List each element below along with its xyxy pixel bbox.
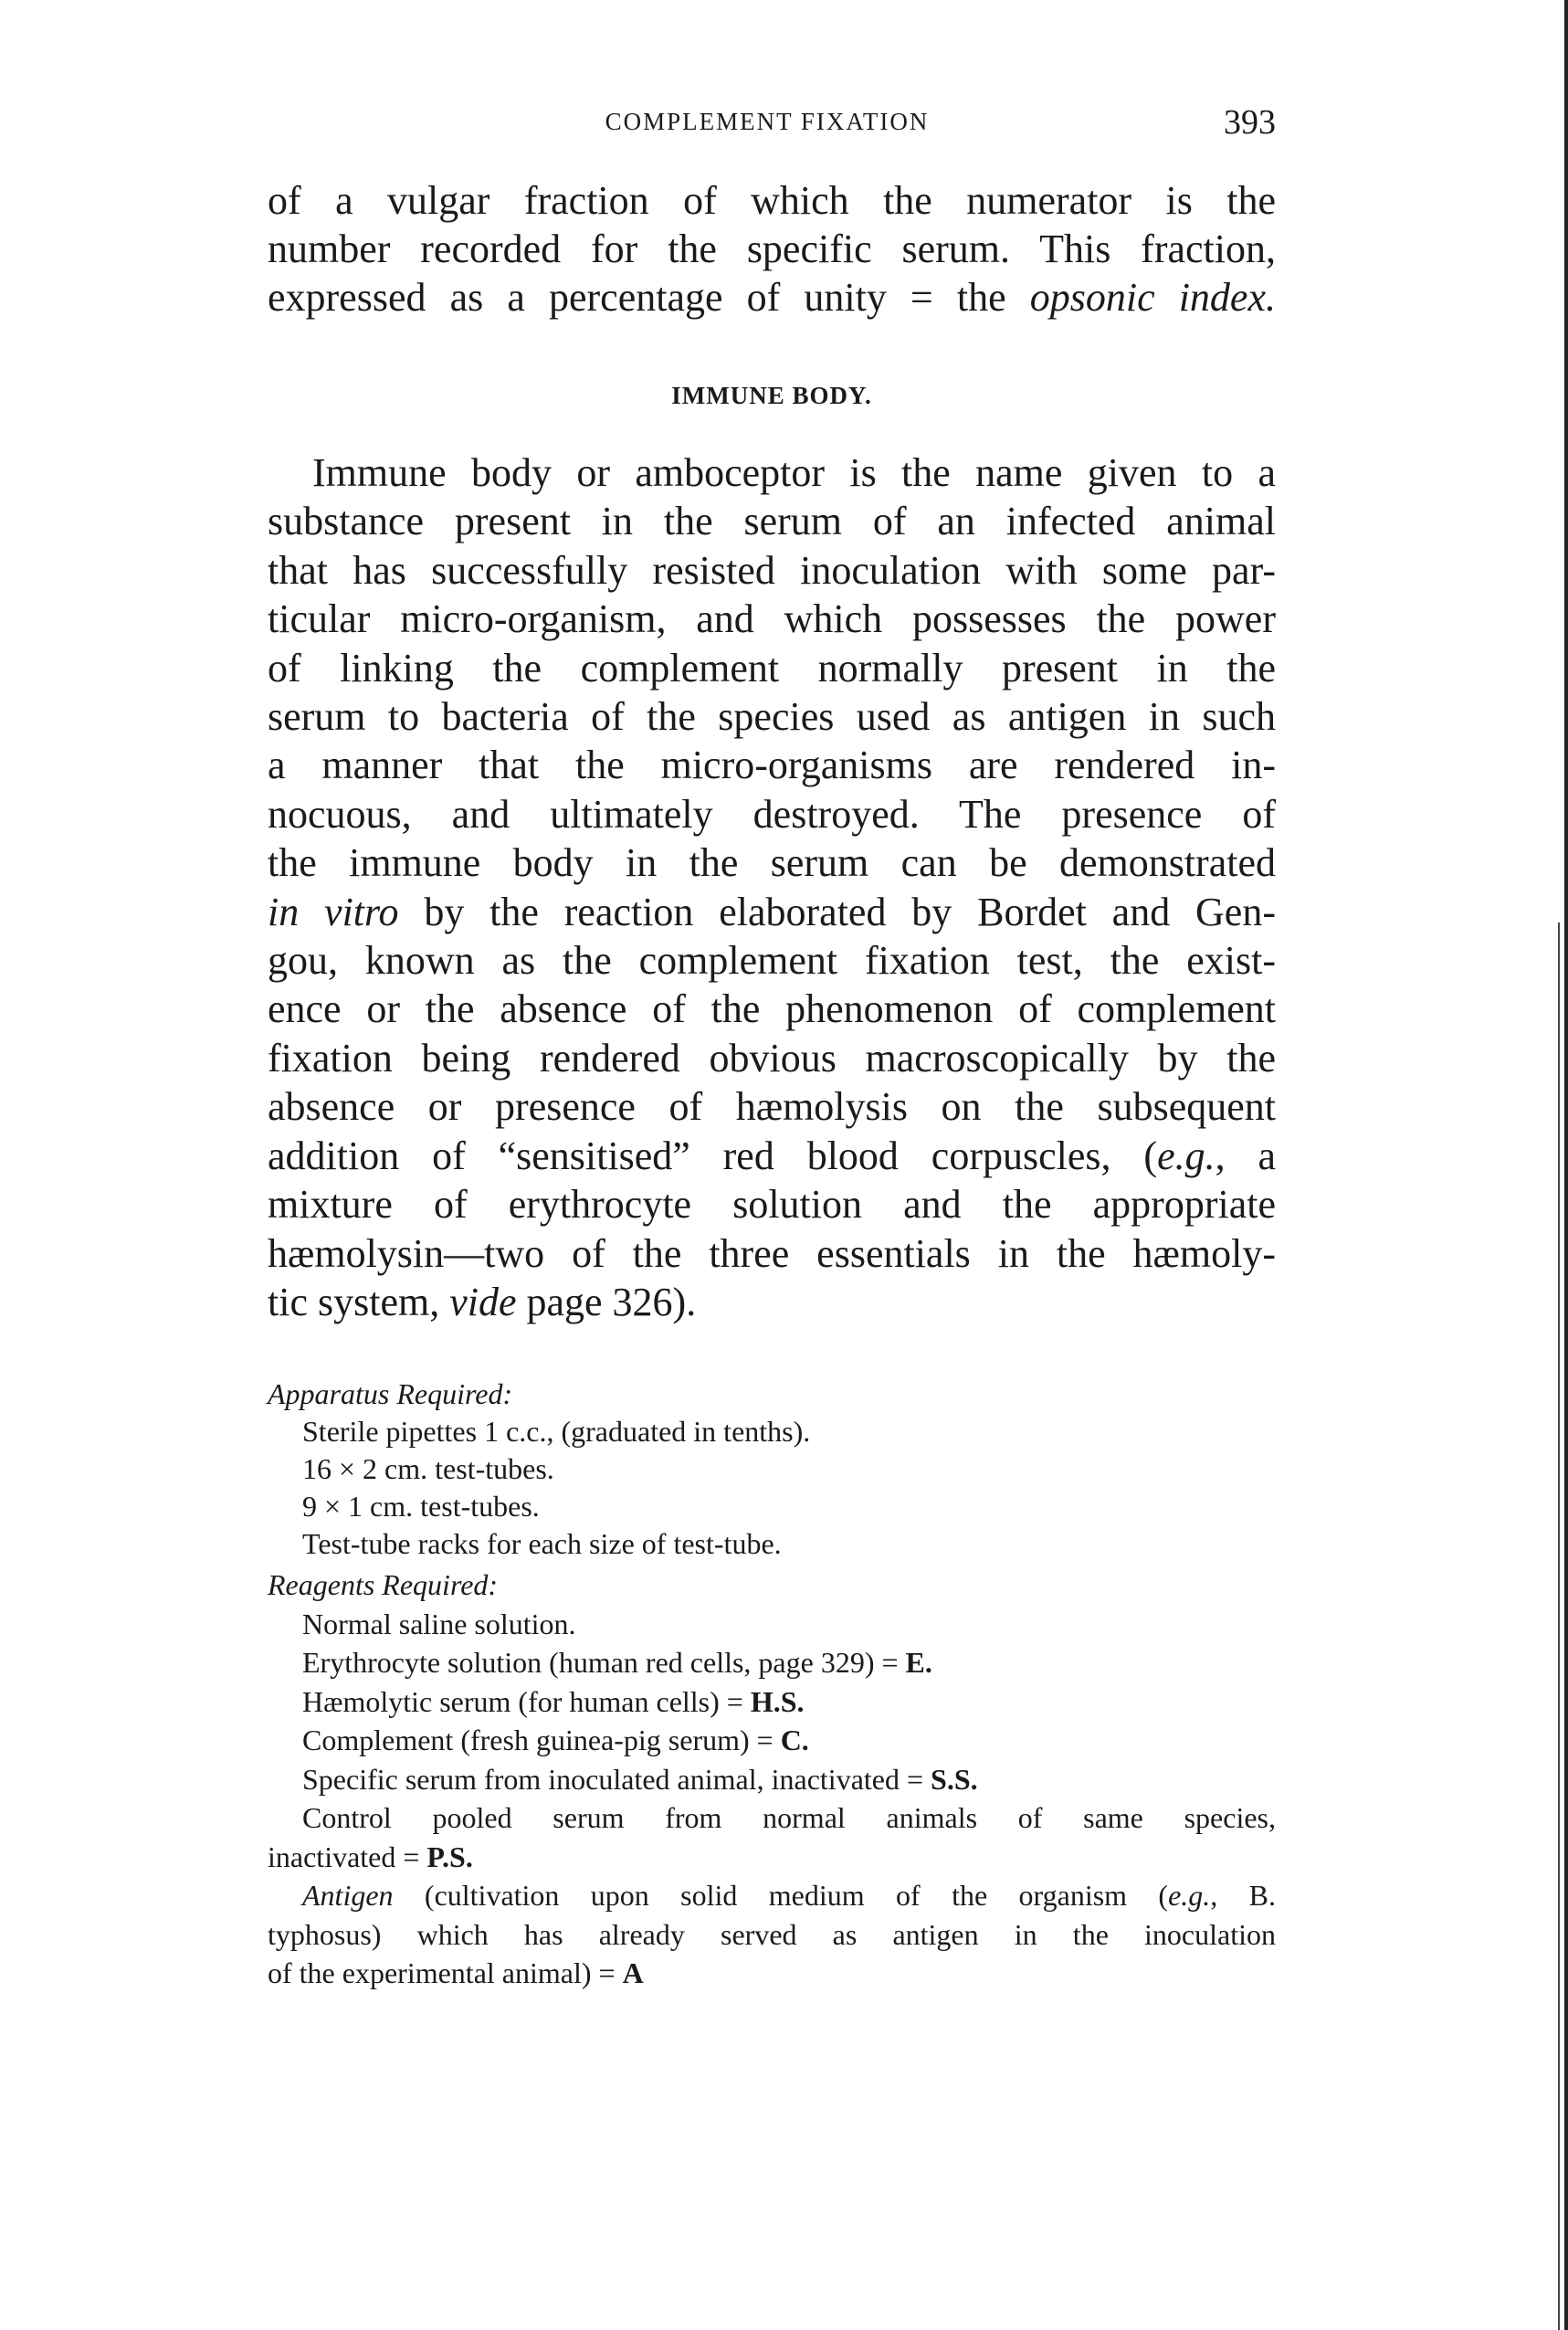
text-segment: serum to bacteria of the species used as antigen in such — [268, 694, 1276, 740]
text-segment: a manner that the micro-organisms are rendered in- — [268, 743, 1276, 788]
text-line — [268, 273, 1276, 322]
text-segment: ticular micro-organism, and which possesses the power — [268, 596, 1276, 642]
text-line — [268, 838, 1276, 887]
reagents-list — [268, 1566, 1276, 1993]
bold-text: P.S. — [426, 1840, 473, 1873]
text-segment: Test-tube racks for each size of test-tube. — [302, 1527, 782, 1560]
text-segment: page 326). — [516, 1279, 697, 1324]
apparatus-list — [268, 1376, 1276, 1563]
text-line — [268, 1180, 1276, 1228]
text-segment: expressed as a percentage of unity = the — [268, 275, 1030, 320]
text-line — [268, 692, 1276, 741]
text-segment: substance present in the serum of an infected animal — [268, 499, 1276, 544]
text-segment: hæmolysin—two of the three essentials in the hæmoly- — [268, 1230, 1276, 1276]
text-segment: Sterile pipettes 1 c.c., (graduated in tenths). — [302, 1415, 811, 1448]
text-segment: , a — [1215, 1133, 1277, 1178]
text-segment: number recorded for the specific serum. This fraction, — [268, 227, 1276, 271]
italic-text: Reagents Required: — [268, 1568, 499, 1601]
text-segment: Immune body or amboceptor is the name given to a — [312, 450, 1276, 495]
text-line — [268, 644, 1276, 692]
text-segment: (cultivation upon solid medium of the organism ( — [393, 1879, 1169, 1912]
text-line — [268, 1876, 1276, 1915]
bold-text: A — [622, 1956, 644, 1989]
italic-text: e.g. — [1168, 1879, 1211, 1912]
italic-text: Antigen — [302, 1879, 394, 1912]
text-line — [268, 1450, 1276, 1488]
bold-text: E. — [905, 1646, 932, 1679]
text-segment: that has successfully resisted inoculation with some par- — [268, 547, 1276, 593]
text-segment: tic system, — [268, 1279, 450, 1324]
text-line — [268, 790, 1276, 838]
text-segment: Complement (fresh guinea-pig serum) = — [302, 1724, 781, 1756]
text-line — [268, 936, 1276, 985]
text-line — [268, 448, 1276, 497]
text-segment: mixture of erythrocyte solution and the appropriate — [268, 1182, 1276, 1228]
page-edge-shadow — [1564, 0, 1568, 2330]
text-segment: the immune body in the serum can be demonstrated — [268, 840, 1276, 886]
text-line — [268, 985, 1276, 1033]
text-line — [268, 1798, 1276, 1838]
text-segment: of a vulgar fraction of which the numerator is the — [268, 178, 1276, 223]
section-heading: IMMUNE BODY. — [671, 382, 872, 409]
text-line — [268, 888, 1276, 936]
text-segment: Normal saline solution. — [302, 1607, 576, 1640]
text-line — [268, 741, 1276, 789]
text-segment: 9 × 1 cm. test-tubes. — [302, 1490, 540, 1523]
text-line — [268, 1838, 1276, 1877]
text-segment: by the reaction elaborated by Bordet and Gen- — [398, 889, 1276, 934]
text-segment: Hæmolytic serum (for human cells) = — [302, 1684, 751, 1718]
page-number: 393 — [1224, 103, 1276, 142]
running-head-title: COMPLEMENT FIXATION — [605, 108, 930, 135]
text-segment: fixation being rendered obvious macroscopically by the — [268, 1035, 1276, 1081]
paragraph-opsonic-index — [268, 176, 1276, 322]
text-line — [268, 176, 1276, 225]
italic-text: e.g. — [1157, 1133, 1215, 1178]
italic-text: in vitro — [268, 889, 399, 934]
text-segment: ence or the absence of the phenomenon of complement — [268, 986, 1276, 1032]
text-segment: addition of “sensitised” red blood corpuscles, ( — [268, 1133, 1158, 1178]
text-segment: 16 × 2 cm. test-tubes. — [302, 1452, 554, 1485]
text-line — [268, 1525, 1276, 1563]
text-line — [268, 1278, 1276, 1326]
text-segment: absence or presence of hæmolysis on the subsequent — [268, 1084, 1276, 1130]
text-line — [268, 1488, 1276, 1525]
text-segment: of linking the complement normally present in the — [268, 645, 1276, 691]
text-line — [268, 1760, 1276, 1799]
italic-text: Apparatus Required: — [268, 1377, 513, 1410]
paragraph-immune-body — [268, 448, 1276, 1326]
text-line — [268, 497, 1276, 545]
text-line — [268, 1954, 1276, 1993]
text-line — [268, 1682, 1276, 1722]
text-line — [268, 1376, 1276, 1413]
text-segment: of the experimental animal) = — [268, 1956, 623, 1989]
text-line — [268, 1413, 1276, 1450]
text-segment: Specific serum from inoculated animal, inactivated = — [302, 1762, 931, 1796]
bold-text: C. — [780, 1724, 809, 1756]
italic-text: vide — [449, 1279, 517, 1324]
text-line — [268, 1229, 1276, 1278]
text-line — [268, 1132, 1276, 1180]
text-segment: typhosus) which has already served as antigen in the inoculation — [268, 1917, 1276, 1951]
text-segment: Erythrocyte solution (human red cells, page 329) = — [302, 1646, 906, 1679]
text-line — [268, 1721, 1276, 1760]
text-line — [268, 1082, 1276, 1131]
page-edge-line — [1558, 923, 1560, 2330]
text-segment: , B. — [1210, 1879, 1276, 1912]
text-line — [268, 546, 1276, 595]
text-line — [268, 595, 1276, 643]
text-segment: inactivated = — [268, 1840, 427, 1873]
text-line — [268, 1605, 1276, 1644]
text-line — [268, 225, 1276, 273]
text-line — [268, 1643, 1276, 1682]
text-segment: nocuous, and ultimately destroyed. The presence of — [268, 791, 1276, 837]
text-segment: Control pooled serum from normal animals of same species, — [302, 1801, 1276, 1834]
text-line — [268, 1566, 1276, 1605]
bold-text: H.S. — [750, 1684, 805, 1718]
italic-text: opsonic index. — [1029, 275, 1276, 320]
text-line — [268, 1034, 1276, 1082]
text-line — [268, 1915, 1276, 1955]
text-segment: gou, known as the complement fixation test, the exist- — [268, 938, 1276, 984]
bold-text: S.S. — [931, 1762, 978, 1796]
